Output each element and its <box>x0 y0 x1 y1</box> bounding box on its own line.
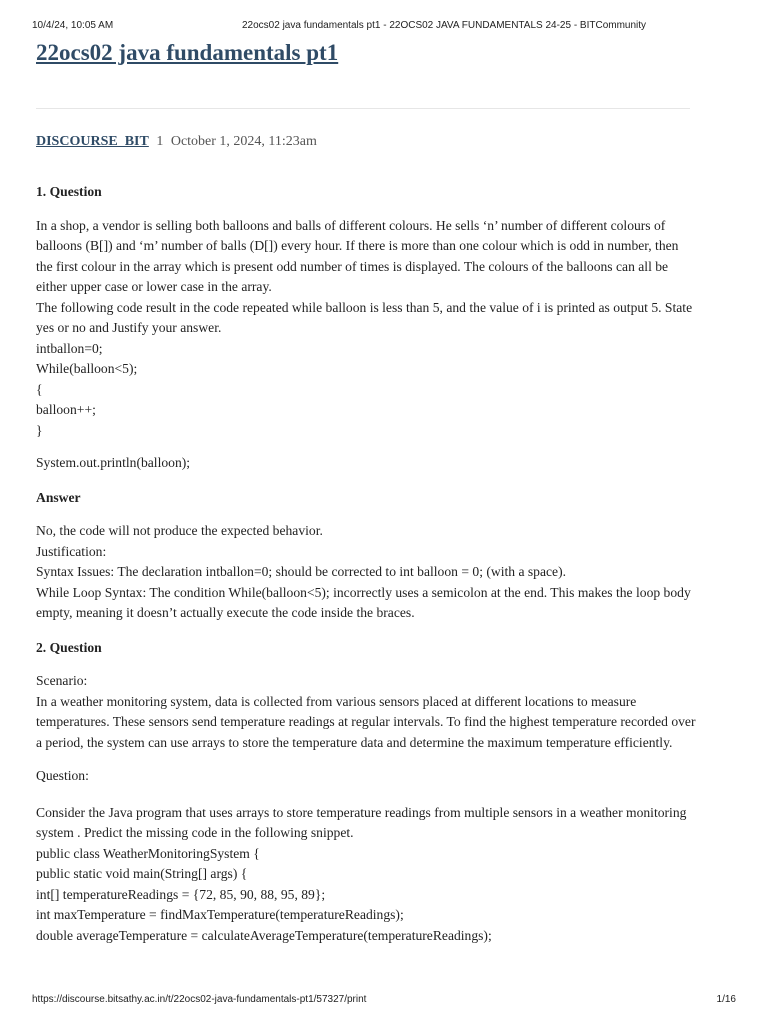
question-2-code-line: int maxTemperature = findMaxTemperature(temperatureReadings); <box>36 907 404 922</box>
answer-line: Justification: <box>36 543 107 559</box>
answer-line: While Loop Syntax: The condition While(balloon<5); incorrectly uses a semicolon at the end. This makes the loop body empty, meaning it doesn’t actually execute the code inside the braces. <box>36 584 691 620</box>
answer-line: No, the code will not produce the expected behavior. <box>36 523 323 538</box>
question-2-paragraph: Consider the Java program that uses arrays to store temperature readings from multiple sensors in a weather monitoring system . Predict the missing code in the following snippet. <box>36 804 687 840</box>
print-url: https://discourse.bitsathy.ac.in/t/22ocs02-java-fundamentals-pt1/57327/print <box>32 994 367 1005</box>
question-1-code-line: { <box>36 381 43 397</box>
question-2-code-line: public class WeatherMonitoringSystem { <box>36 845 260 861</box>
question-1-heading: 1. Question <box>36 184 102 199</box>
question-1-code-line: intballon=0; <box>36 340 103 356</box>
question-1-code-line: } <box>36 422 43 438</box>
answer-line: Syntax Issues: The declaration intballon=0; should be corrected to int balloon = 0; (with a space). <box>36 564 567 579</box>
question-1-code-line: balloon++; <box>36 402 96 417</box>
question-1-code-line: While(balloon<5); <box>36 361 138 376</box>
question-2-code-line: public static void main(String[] args) { <box>36 866 248 881</box>
print-date: 10/4/24, 10:05 AM <box>32 20 114 31</box>
answer-heading: Answer <box>36 489 81 505</box>
question-label: Question: <box>36 768 89 783</box>
question-2-heading: 2. Question <box>36 639 102 655</box>
question-1-paragraph: In a shop, a vendor is selling both balloons and balls of different colours. He sells ‘n’ number of different colours of balloons (B[]) and ‘m’ number of balls (D[]) every hour. If there is more than one colour which is odd in number, then the first colour in the array which is present odd number of times is displayed. The colours of the balloons can all be either upper case or lower case in the array. <box>36 217 679 294</box>
post-number: 1 <box>156 134 164 149</box>
post-meta <box>36 134 317 150</box>
topic-title-link[interactable]: 22ocs02 java fundamentals pt1 <box>36 40 339 65</box>
question-2-code-line: int[] temperatureReadings = {72, 85, 90, 88, 95, 89}; <box>36 886 326 902</box>
scenario-paragraph: In a weather monitoring system, data is collected from various sensors placed at different locations to measure temperatures. These sensors send temperature readings at regular intervals. To find the highest temperature recorded over a period, the system can use arrays to store the temperature data and determine the maximum temperature efficiently. <box>36 693 696 750</box>
page-number: 1/16 <box>716 994 736 1005</box>
print-document-title: 22ocs02 java fundamentals pt1 - 22OCS02 JAVA FUNDAMENTALS 24-25 - BITCommunity <box>242 20 647 31</box>
question-2-code-line: double averageTemperature = calculateAverageTemperature(temperatureReadings); <box>36 927 492 943</box>
post-body <box>36 182 696 946</box>
post-date: October 1, 2024, 11:23am <box>170 134 317 149</box>
divider <box>36 108 690 109</box>
question-1-print-statement: System.out.println(balloon); <box>36 455 191 470</box>
author-username-link[interactable]: DISCOURSE_BIT <box>36 134 149 149</box>
question-1-paragraph-2: The following code result in the code repeated while balloon is less than 5, and the value of i is printed as output 5. State yes or no and Justify your answer. <box>36 299 693 335</box>
scenario-label: Scenario: <box>36 673 88 688</box>
